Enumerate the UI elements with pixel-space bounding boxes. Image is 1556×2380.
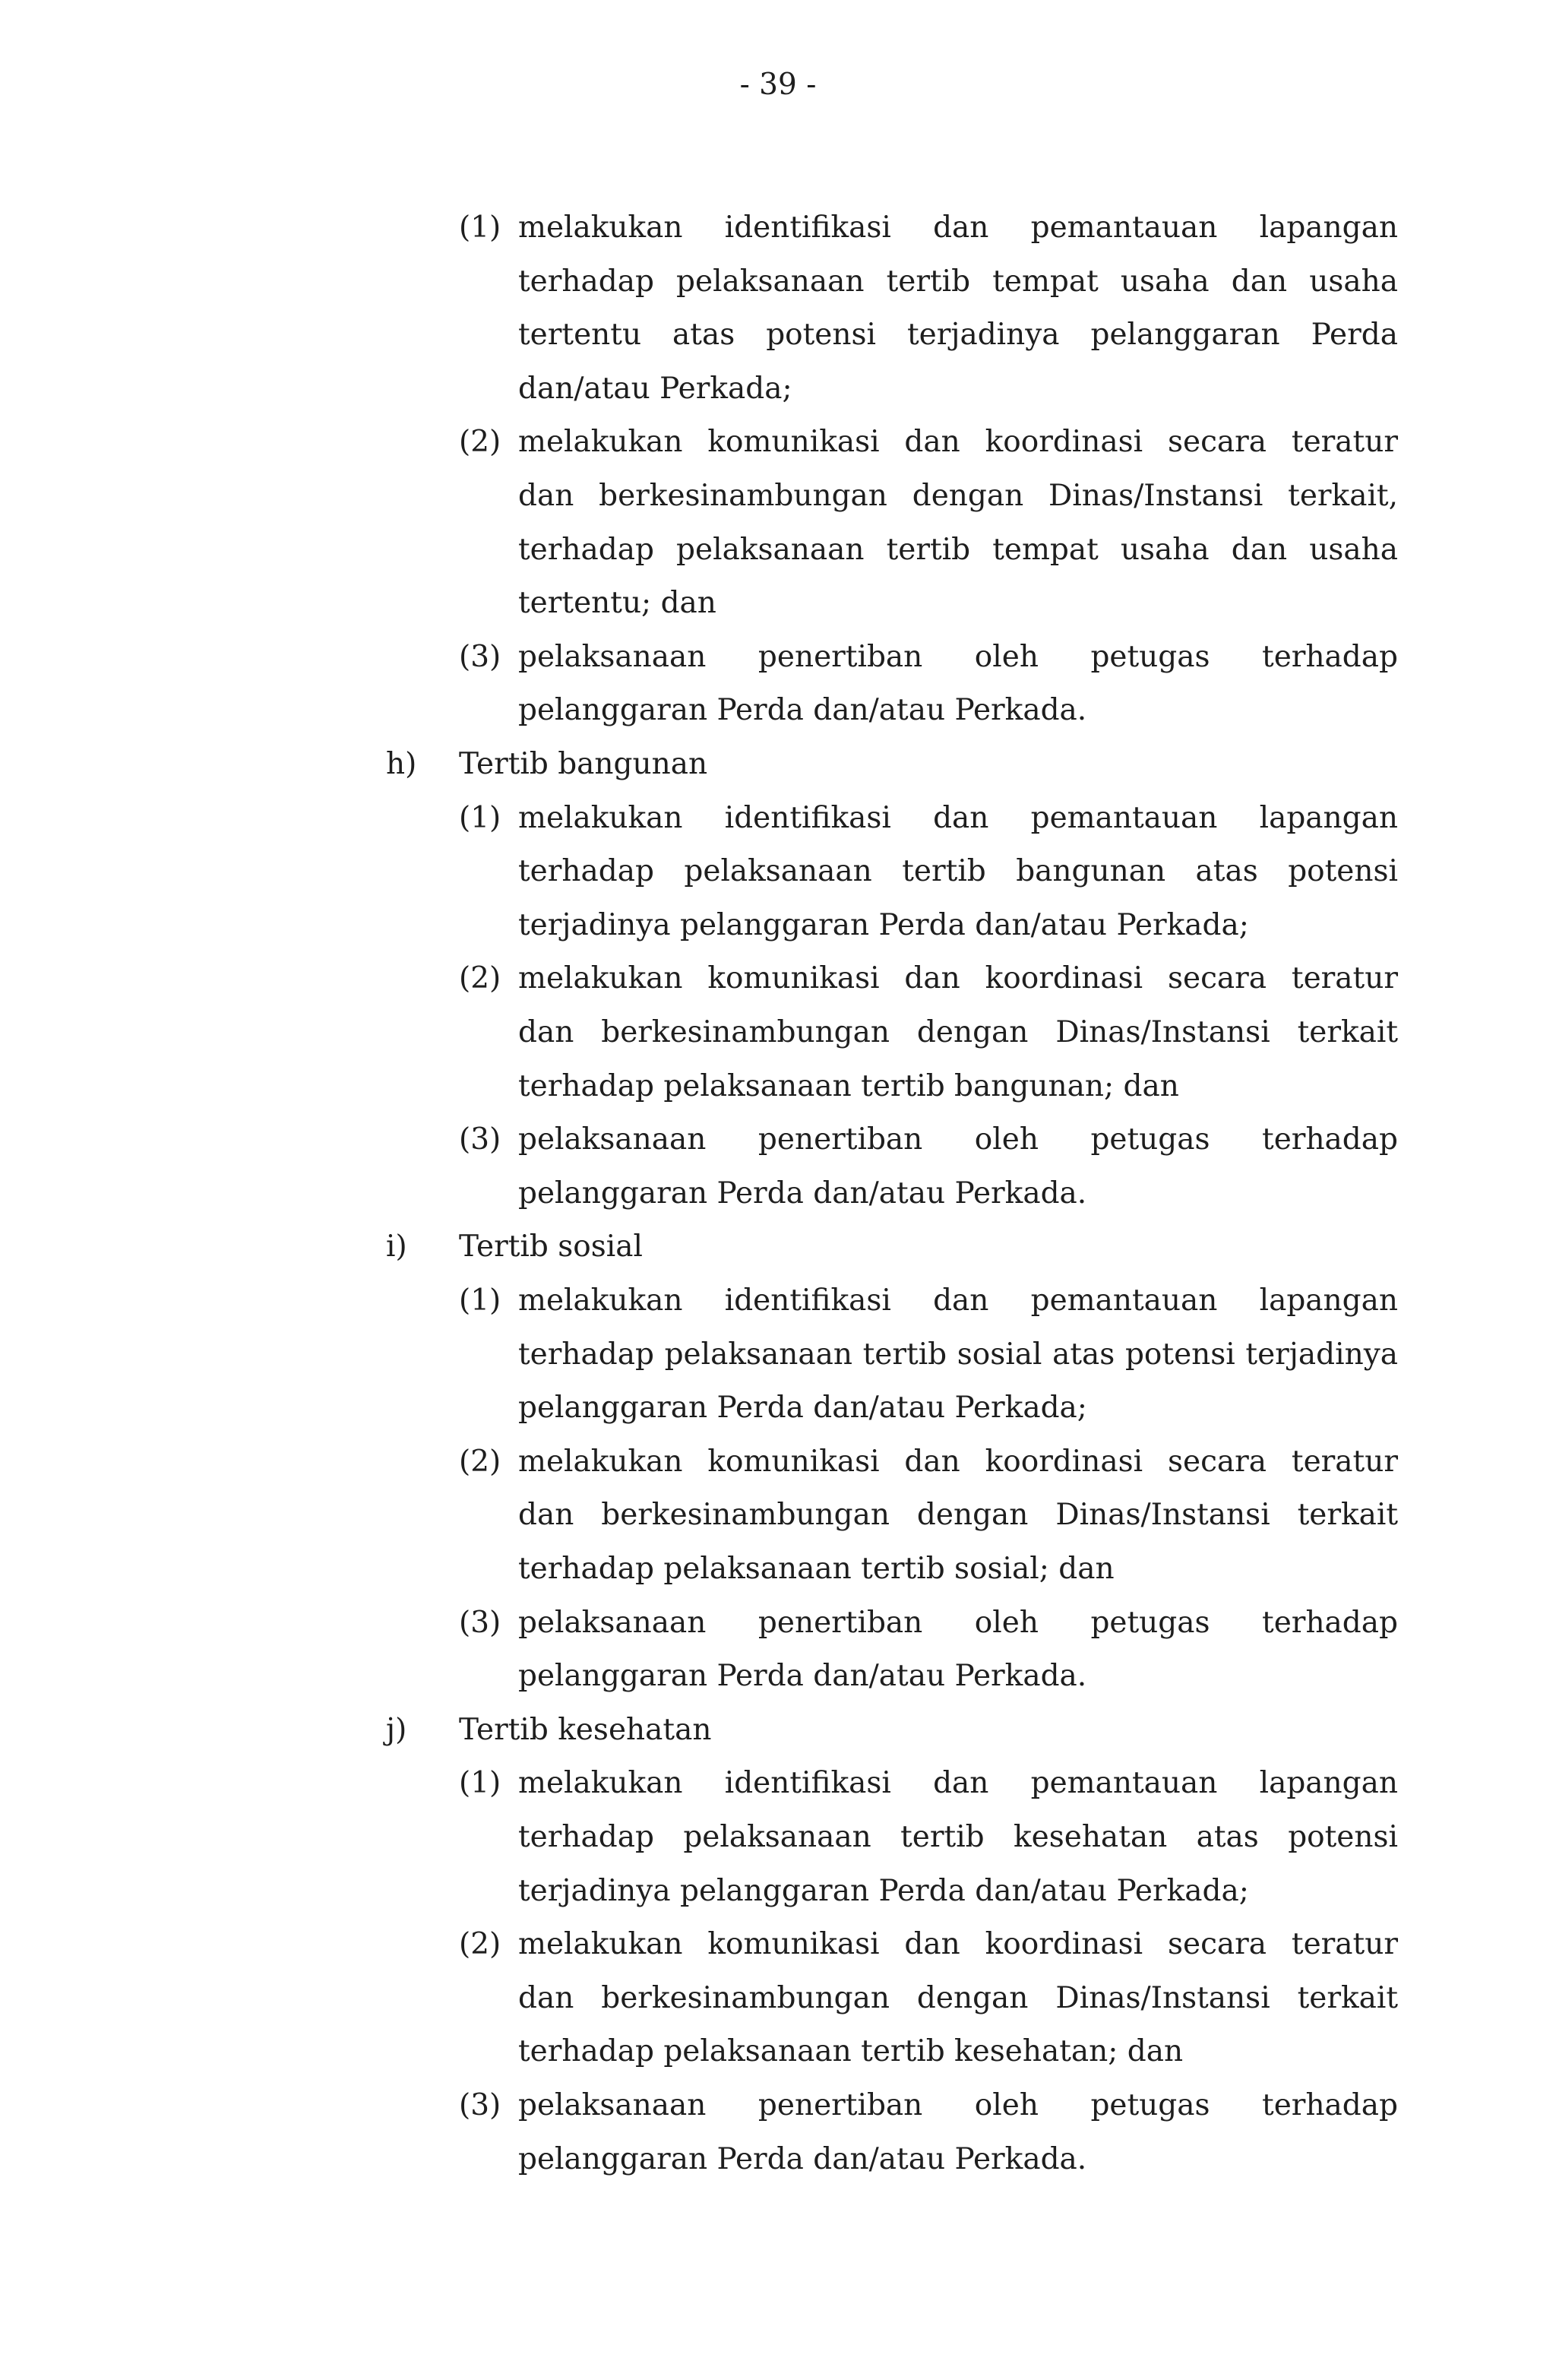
item-text-continuation: terhadap pelaksanaan tertib sosial atas potensi terjadinya xyxy=(518,1337,1398,1372)
item-text-continuation: dan/atau Perkada; xyxy=(518,372,792,406)
item-marker: (2) xyxy=(459,425,501,459)
item-marker: (2) xyxy=(459,1927,501,1961)
item-text: melakukan identifikasi dan pemantauan lapangan xyxy=(518,801,1398,835)
item-text-continuation: dan berkesinambungan dengan Dinas/Instansi terkait, xyxy=(518,479,1398,513)
item-text-continuation: pelanggaran Perda dan/atau Perkada; xyxy=(518,1391,1087,1425)
item-text-continuation: terjadinya pelanggaran Perda dan/atau Perkada; xyxy=(518,1874,1249,1908)
item-text: melakukan komunikasi dan koordinasi secara teratur xyxy=(518,1927,1398,1961)
item-text-continuation: terhadap pelaksanaan tertib sosial; dan xyxy=(518,1552,1115,1586)
item-text-continuation: tertentu; dan xyxy=(518,586,716,620)
page-number: - 39 - xyxy=(739,68,817,102)
section-marker: j) xyxy=(386,1713,407,1747)
item-text-continuation: terhadap pelaksanaan tertib tempat usaha dan usaha xyxy=(518,264,1398,299)
item-text: melakukan komunikasi dan koordinasi secara teratur xyxy=(518,1445,1398,1479)
item-text-continuation: tertentu atas potensi terjadinya pelanggaran Perda xyxy=(518,318,1398,352)
item-marker: (2) xyxy=(459,961,501,995)
item-text-continuation: dan berkesinambungan dengan Dinas/Instansi terkait xyxy=(518,1981,1398,2015)
section-title: Tertib kesehatan xyxy=(459,1713,712,1747)
item-text-continuation: pelanggaran Perda dan/atau Perkada. xyxy=(518,2142,1087,2176)
item-text-continuation: dan berkesinambungan dengan Dinas/Instansi terkait xyxy=(518,1015,1398,1049)
item-text: melakukan komunikasi dan koordinasi secara teratur xyxy=(518,425,1398,459)
item-text-continuation: pelanggaran Perda dan/atau Perkada. xyxy=(518,693,1087,727)
item-marker: (3) xyxy=(459,2088,501,2122)
item-marker: (1) xyxy=(459,210,501,245)
item-text-continuation: terhadap pelaksanaan tertib kesehatan; dan xyxy=(518,2034,1184,2068)
item-text-continuation: terhadap pelaksanaan tertib tempat usaha dan usaha xyxy=(518,533,1398,567)
item-text-continuation: terhadap pelaksanaan tertib bangunan atas potensi xyxy=(518,854,1398,888)
item-marker: (3) xyxy=(459,1122,501,1157)
section-marker: i) xyxy=(386,1230,407,1264)
item-text-continuation: terhadap pelaksanaan tertib kesehatan atas potensi xyxy=(518,1820,1398,1854)
section-marker: h) xyxy=(386,747,417,781)
item-marker: (2) xyxy=(459,1445,501,1479)
item-text-continuation: terjadinya pelanggaran Perda dan/atau Perkada; xyxy=(518,908,1249,942)
item-text: melakukan identifikasi dan pemantauan lapangan xyxy=(518,1766,1398,1800)
item-marker: (1) xyxy=(459,1283,501,1318)
item-text: melakukan identifikasi dan pemantauan lapangan xyxy=(518,210,1398,245)
item-marker: (1) xyxy=(459,1766,501,1800)
item-text: pelaksanaan penertiban oleh petugas terhadap xyxy=(518,2088,1398,2122)
item-text: pelaksanaan penertiban oleh petugas terhadap xyxy=(518,1606,1398,1640)
item-text-continuation: terhadap pelaksanaan tertib bangunan; dan xyxy=(518,1069,1179,1103)
section-title: Tertib sosial xyxy=(459,1230,643,1264)
item-text: pelaksanaan penertiban oleh petugas terhadap xyxy=(518,640,1398,674)
item-text-continuation: pelanggaran Perda dan/atau Perkada. xyxy=(518,1176,1087,1211)
item-marker: (3) xyxy=(459,640,501,674)
item-text: melakukan identifikasi dan pemantauan lapangan xyxy=(518,1283,1398,1318)
item-marker: (3) xyxy=(459,1606,501,1640)
item-text: pelaksanaan penertiban oleh petugas terhadap xyxy=(518,1122,1398,1157)
item-marker: (1) xyxy=(459,801,501,835)
section-title: Tertib bangunan xyxy=(459,747,708,781)
item-text: melakukan komunikasi dan koordinasi secara teratur xyxy=(518,961,1398,995)
item-text-continuation: pelanggaran Perda dan/atau Perkada. xyxy=(518,1659,1087,1693)
item-text-continuation: dan berkesinambungan dengan Dinas/Instansi terkait xyxy=(518,1498,1398,1532)
